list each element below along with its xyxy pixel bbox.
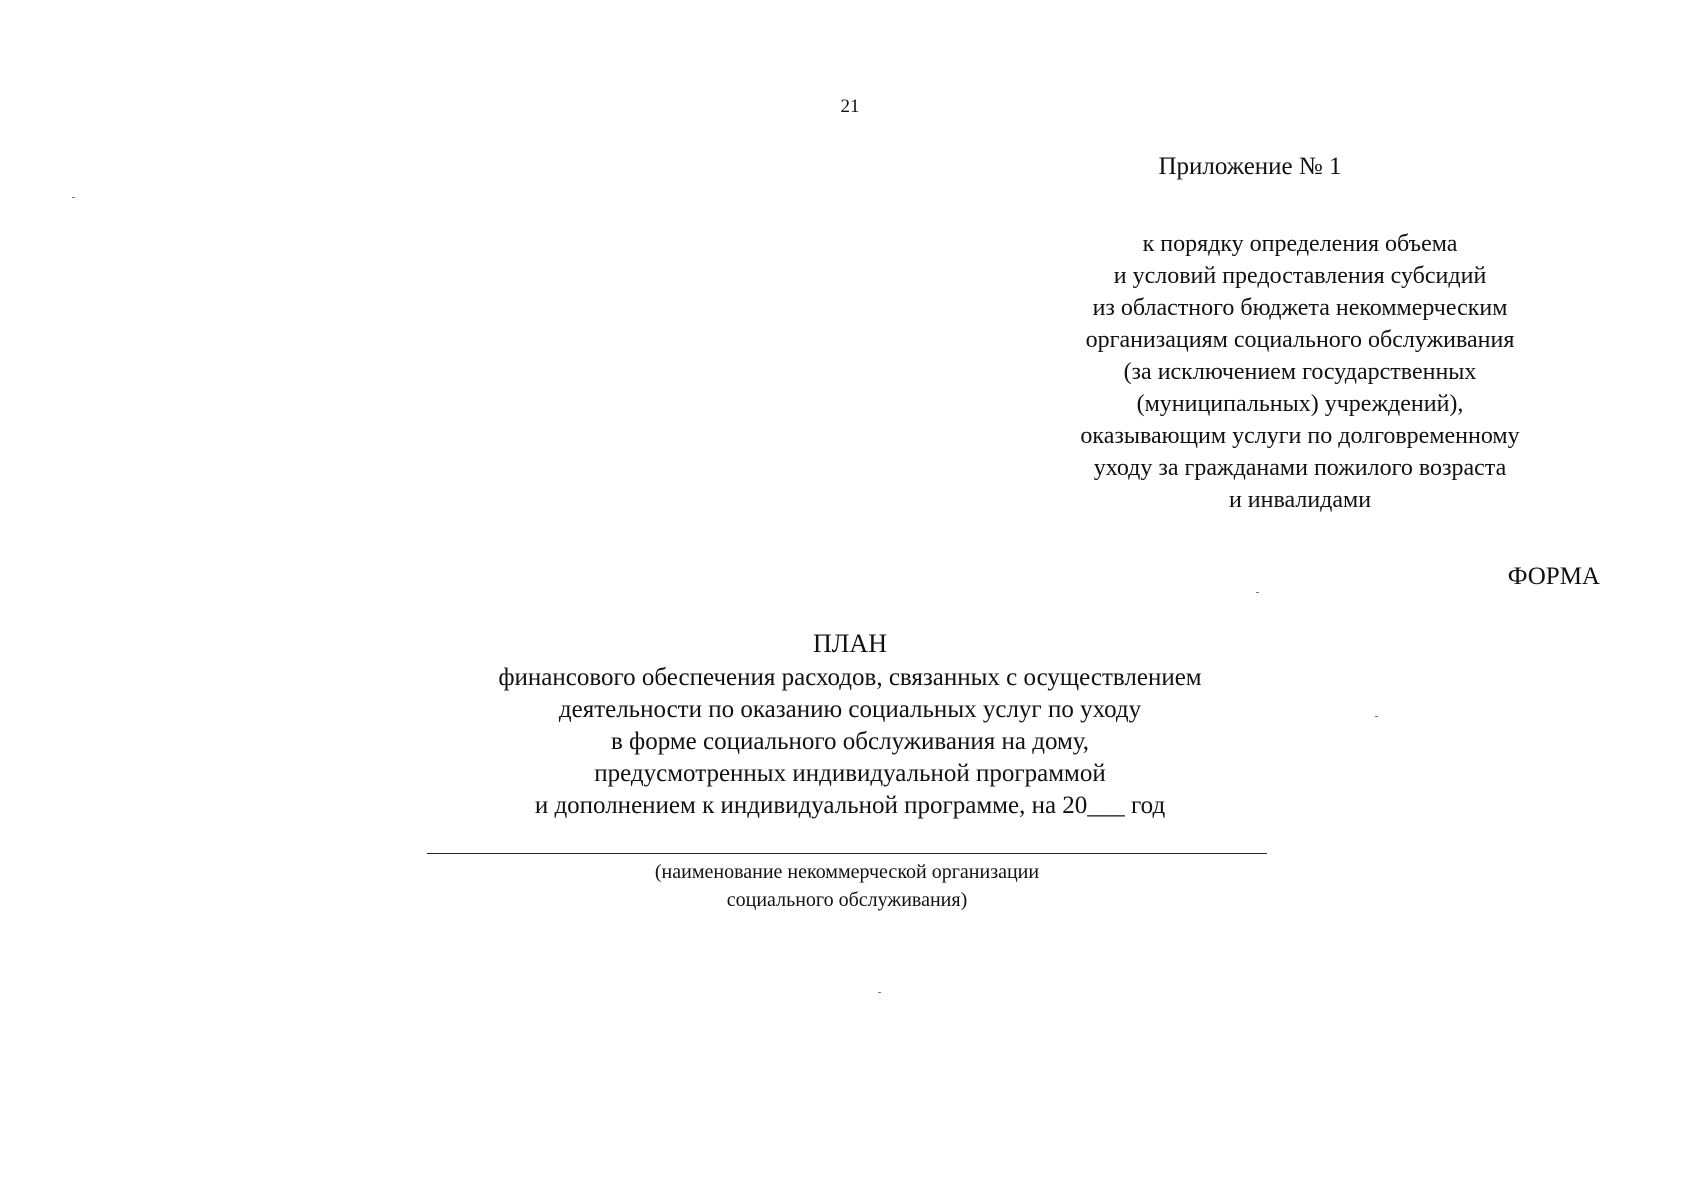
appendix-line: (муниципальных) учреждений), bbox=[1136, 391, 1464, 417]
appendix-line: и инвалидами bbox=[1228, 487, 1372, 513]
plan-heading: ПЛАН bbox=[813, 629, 887, 658]
scan-speck bbox=[1375, 716, 1378, 717]
scan-speck bbox=[72, 197, 75, 198]
plan-title-block bbox=[420, 628, 1280, 822]
plan-subtitle-line: предусмотренных индивидуальной программой bbox=[594, 760, 1106, 787]
appendix-line: оказывающим услуги по долговременному bbox=[1080, 423, 1520, 449]
plan-subtitle-line: в форме социального обслуживания на дому, bbox=[610, 728, 1090, 755]
caption-line: социального обслуживания) bbox=[726, 889, 968, 911]
page-number: 21 bbox=[840, 96, 860, 117]
plan-subtitle-line: и дополнением к индивидуальной программе, на 20___ год bbox=[534, 792, 1166, 819]
appendix-line: и условий предоставления субсидий bbox=[1113, 263, 1487, 289]
appendix-description bbox=[1000, 228, 1600, 516]
plan-subtitle-line: финансового обеспечения расходов, связанных с осуществлением bbox=[498, 664, 1202, 691]
appendix-title: Приложение № 1 bbox=[1158, 153, 1342, 180]
appendix-line: организациям социального обслуживания bbox=[1085, 327, 1515, 353]
appendix-line: из областного бюджета некоммерческим bbox=[1092, 295, 1508, 321]
form-label: ФОРМА bbox=[1507, 563, 1600, 590]
organization-caption bbox=[520, 858, 1174, 914]
scan-speck bbox=[878, 992, 881, 993]
organization-name-blank-line bbox=[427, 853, 1267, 854]
appendix-line: к порядку определения объема bbox=[1142, 231, 1458, 257]
caption-line: (наименование некоммерческой организации bbox=[654, 861, 1040, 883]
scan-speck bbox=[1256, 592, 1259, 593]
appendix-line: уходу за гражданами пожилого возраста bbox=[1093, 455, 1507, 481]
plan-subtitle-line: деятельности по оказанию социальных услуг по уходу bbox=[558, 696, 1142, 723]
appendix-line: (за исключением государственных bbox=[1123, 359, 1477, 385]
